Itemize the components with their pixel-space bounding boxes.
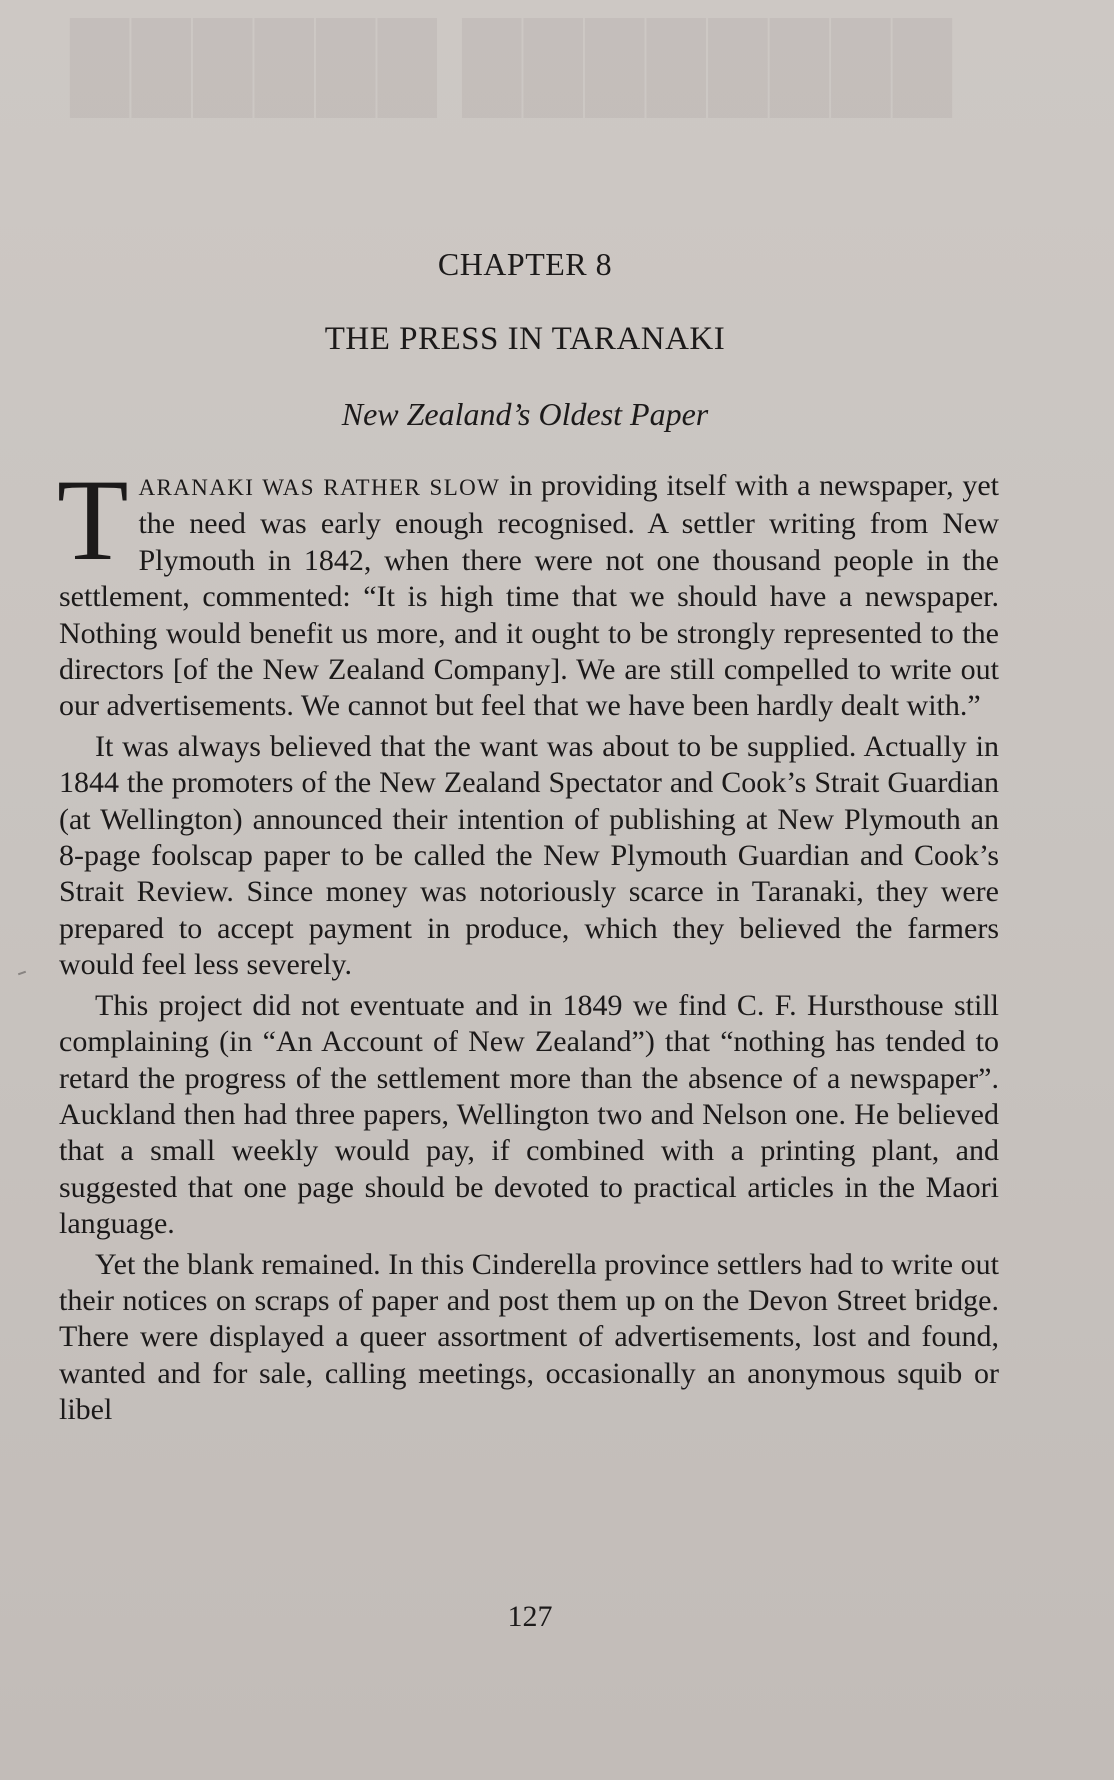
chapter-subtitle: New Zealand’s Oldest Paper	[341, 396, 709, 432]
lead-in-small-caps: ARANAKI WAS RATHER SLOW	[138, 475, 501, 500]
paragraph-4: Yet the blank remained. In this Cinderella province settlers had to write out their notices on scraps of paper and post them up on the Devon Street bridge. There were displayed a queer assortment of advertisements, lost and found, wanted and for sale, calling meetings, occasionally an anonymous squib or libel	[59, 1247, 999, 1427]
margin-mark	[18, 971, 26, 976]
paragraph-3: This project did not eventuate and in 1849 we find C. F. Hursthouse still complaining (in “An Account of New Zealand”) that “nothing has tended to retard the progress of the settlement more than the absence of a newspaper”. Auckland then had three papers, Wellington two and Nelson one. He believed that a small weekly would pay, if combined with a printing plant, and suggested that one page should be devoted to practical articles in the Maori language.	[59, 988, 999, 1241]
body-text	[57, 456, 999, 1429]
paragraph-2: It was always believed that the want was about to be supplied. Actually in 1844 the promoters of the New Zealand Spectator and Cook’s Strait Guardian (at Wellington) announced their intention of publishing at New Plymouth an 8-page foolscap paper to be called the New Plymouth Guardian and Cook’s Strait Review. Since money was notoriously scarce in Taranaki, they were prepared to accept payment in produce, which they believed the farmers would feel less severely.	[59, 729, 999, 982]
drop-cap: T	[57, 456, 129, 585]
paragraph-1	[57, 456, 999, 725]
show-through-text: ████████ ██████	[67, 20, 953, 113]
chapter-title: THE PRESS IN TARANAKI	[324, 321, 726, 357]
page-number: 127	[507, 1600, 553, 1633]
paragraph-1-text: in providing itself with a newspaper, yet the need was early enough recognised. A settler writing from New Plymouth in 1842, when there were not one thousand people in the settlement, commented: “It is high time that we should have a newspaper. Nothing would benefit us more, and it ought to be strongly represented to the directors [of the New Zealand Company]. We are still compelled to write out our advertisements. We cannot but feel that we have been hardly dealt with.”	[59, 469, 999, 723]
chapter-label: CHAPTER 8	[437, 246, 613, 282]
